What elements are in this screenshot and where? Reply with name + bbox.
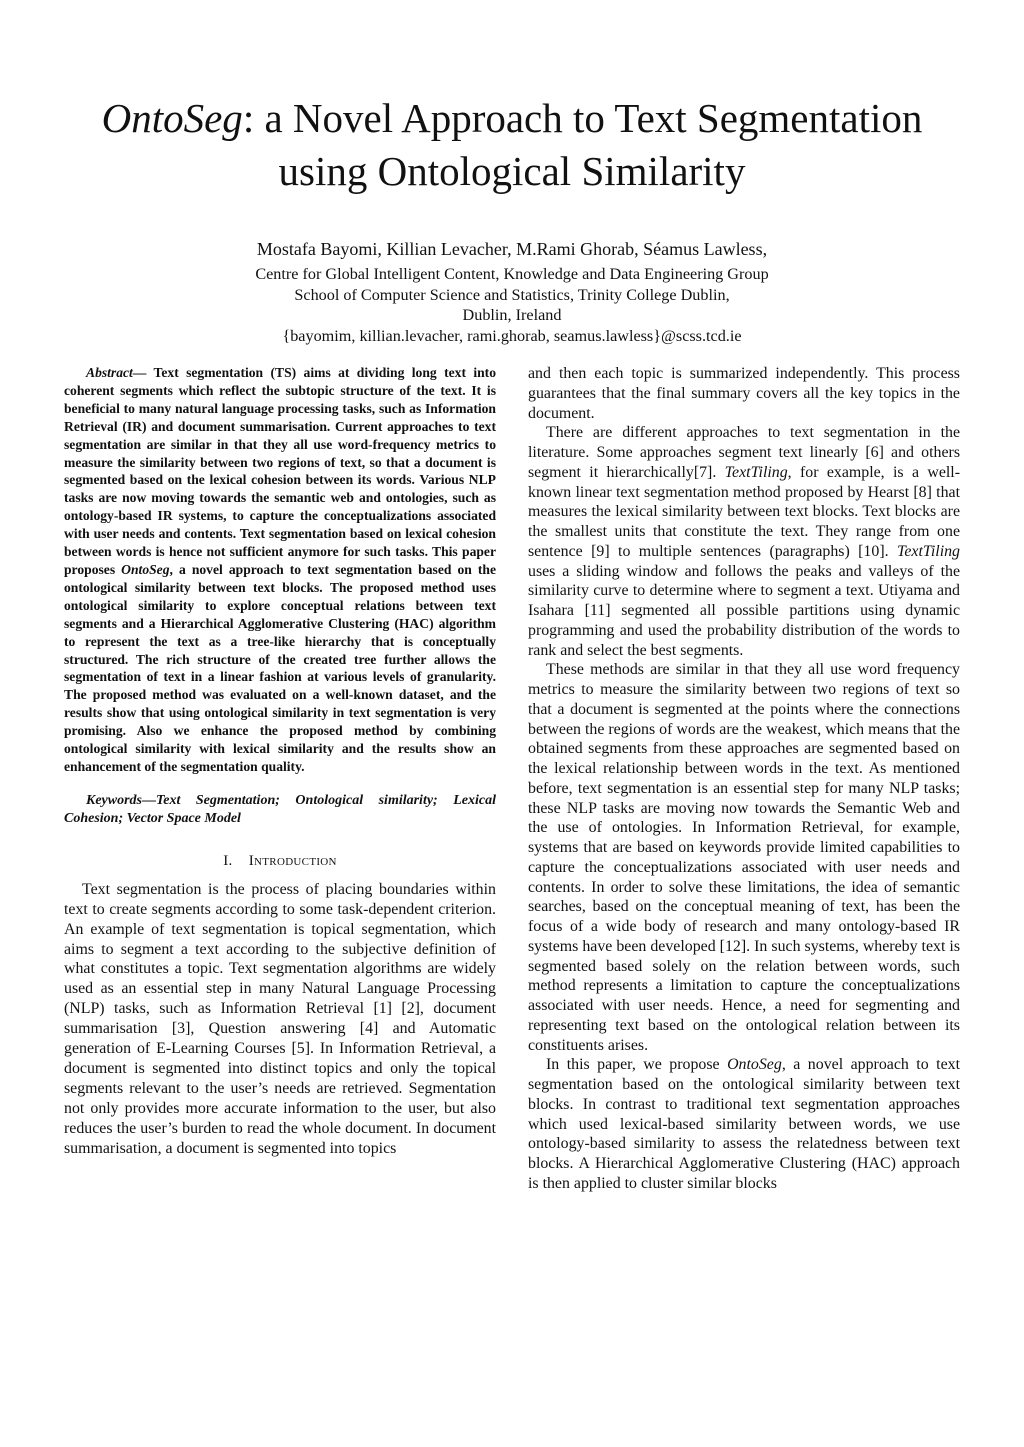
- section-title: Introduction: [248, 852, 337, 869]
- p2-text-b: , for example, is a well-known linear text segmentation method proposed by Hearst [8] that measures the lexical similarity between text blocks. Text blocks are the smallest units that constitute the text. They range from one sentence [9] to multiple sentences (paragraphs) [10].: [528, 463, 960, 560]
- title-line1-rest: : a Novel Approach to Text Segmentation: [242, 95, 923, 141]
- author-emails: {bayomim, killian.levacher, rami.ghorab, seamus.lawless}@scss.tcd.ie: [282, 327, 742, 346]
- p2-text-a: There are different approaches to text segmentation in the literature. Some approaches segment text linearly [6] and others segment it hierarchically[7].: [528, 424, 960, 481]
- intro-paragraph-continued: and then each topic is summarized independently. This process guarantees that the final summary covers all the key topics in the document.: [528, 365, 960, 422]
- p2-text-c: uses a sliding window and follows the peaks and valleys of the similarity curve to determine where to segment a text. Utiyama and Isahara [11] segmented all possible partitions using dynamic programming and used the probability distribution of the words to rank and select the best segments.: [528, 562, 960, 659]
- section-number: I.: [223, 852, 233, 869]
- affiliation-line: School of Computer Science and Statistics, Trinity College Dublin,: [294, 285, 730, 304]
- abstract-text-b: , a novel approach to text segmentation based on the ontological similarity between text blocks. The proposed method uses ontological similarity to explore conceptual relations between text segments and a Hierarchical Agglomerative Clustering (HAC) algorithm to represent the text as a tree-like hierarchy that is conceptually structured. The rich structure of the created tree further allows the segmentation of text in a linear fashion at various levels of granularity. The proposed method was evaluated on a well-known dataset, and the results show that using ontological similarity in text segmentation is very promising. Also we enhance the proposed method by combining ontological similarity with lexical similarity and the results show an enhancement of the segmentation quality.: [64, 561, 496, 774]
- p4-method-name: OntoSeg: [727, 1056, 782, 1074]
- affiliation-line: Dublin, Ireland: [462, 306, 562, 325]
- section-heading-introduction: [64, 852, 496, 870]
- abstract-lead: Abstract—: [86, 365, 147, 380]
- abstract-text-a: Text segmentation (TS) aims at dividing long text into coherent segments which reflect the subtopic structure of the text. It is beneficial to many natural language processing tasks, such as Information Retrieval (IR) and document summarisation. Current approaches to text segmentation are similar in that they all use word-frequency metrics to measure the similarity between two regions of text, so that a document is segmented based on the lexical cohesion between its words. Various NLP tasks are now moving towards the semantic web and ontologies, such as ontology-based IR systems, to capture the conceptualizations associated with user needs and contents. Text segmentation based on lexical cohesion between words is hence not sufficient anymore for such tasks. This paper proposes: [64, 365, 496, 577]
- right-column: [528, 364, 960, 1194]
- intro-paragraph-3: These methods are similar in that they all use word frequency metrics to measure the similarity between two regions of text so that a document is segmented at the points where the connections between the regions of words are the weakest, which means that the obtained segments from these approaches are segmented based on the lexical relationship between words in the text. As mentioned before, text segmentation is an essential step for many NLP tasks; these NLP tasks are moving now towards the Semantic Web and the use of ontologies. In Information Retrieval, for example, systems that are based on keywords provide limited capabilities to capture the conceptualizations associated with user needs and contents. In order to solve these limitations, the idea of semantic searches, based on the conceptual meaning of text, has been the focus of a wide body of research and many ontology-based IR systems have been developed [12]. In such systems, whereby text is segmented based solely on the relation between words, such method represents a limitation to capture the conceptualizations associated with user needs. Hence, a need for segmenting and representing text based on the ontological relation between its constituents arises.: [528, 661, 960, 1054]
- texttiling-term: TextTiling: [724, 463, 788, 481]
- texttiling-term: TextTiling: [897, 542, 960, 560]
- title-italic-name: OntoSeg: [101, 95, 243, 141]
- intro-paragraph-4: [528, 1055, 960, 1193]
- abstract-method-name: OntoSeg: [121, 561, 170, 577]
- left-column: [64, 364, 496, 1159]
- affiliation-block: [40, 264, 984, 347]
- p4-text-b: , a novel approach to text segmentation based on the ontological similarity between text blocks. In contrast to traditional text segmentation approaches which used lexical-based similarity between words, we use ontology-based similarity to assess the relatedness between text blocks. A Hierarchical Agglomerative Clustering (HAC) approach is then applied to cluster similar blocks: [528, 1056, 960, 1192]
- abstract: [64, 364, 496, 776]
- author-list: Mostafa Bayomi, Killian Levacher, M.Rami Ghorab, Séamus Lawless,: [256, 239, 768, 259]
- intro-paragraph-1: Text segmentation is the process of placing boundaries within text to create segments according to some task-dependent criterion. An example of text segmentation is topical segmentation, which aims to segment a text according to the subjective definition of what constitutes a topic. Text segmentation algorithms are widely used as an essential step in many Natural Language Processing (NLP) tasks, such as Information Retrieval [1] [2], document summarisation [3], Question answering [4] and Automatic generation of E-Learning Courses [5]. In Information Retrieval, a document is segmented into distinct topics and only the topical segments relevant to the user’s needs are retrieved. Segmentation not only provides more accurate information to the user, but also reduces the user’s burden to read the whole document. In document summarisation, a document is segmented into topics: [64, 880, 496, 1157]
- paper-title: [40, 92, 984, 198]
- intro-paragraph-2: [528, 423, 960, 660]
- title-line2: using Ontological Similarity: [278, 148, 746, 194]
- affiliation-line: Centre for Global Intelligent Content, Knowledge and Data Engineering Group: [255, 265, 769, 283]
- keywords: Keywords—Text Segmentation; Ontological similarity; Lexical Cohesion; Vector Space Model: [64, 792, 496, 826]
- p4-text-a: In this paper, we propose: [546, 1056, 728, 1074]
